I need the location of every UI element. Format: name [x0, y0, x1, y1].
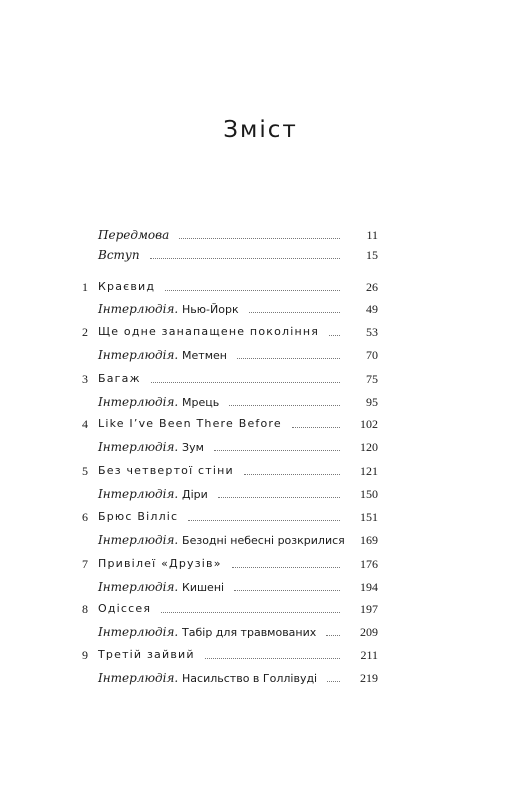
- dot-leader: [205, 658, 340, 659]
- dot-leader: [165, 290, 340, 291]
- page-number: 26: [366, 280, 378, 294]
- dot-leader: [232, 567, 340, 568]
- chapter-number: 4: [82, 417, 88, 431]
- toc-entry[interactable]: [0, 485, 521, 503]
- entry-title: [98, 578, 224, 597]
- page-number: 70: [366, 348, 378, 362]
- interlude-title: Кишені: [182, 581, 225, 594]
- dot-leader: [179, 238, 340, 239]
- entry-title: [98, 531, 345, 550]
- dot-leader: [151, 382, 340, 383]
- interlude-title: Зум: [182, 441, 204, 454]
- page-number: 102: [360, 417, 378, 431]
- interlude-prefix: Інтерлюдія.: [98, 302, 183, 316]
- entry-title: Одіссея: [98, 602, 152, 615]
- page-number: 197: [360, 602, 378, 616]
- page-number: 151: [360, 510, 378, 524]
- chapter-number: 6: [82, 510, 88, 524]
- interlude-prefix: Інтерлюдія.: [98, 625, 183, 639]
- interlude-title: Насильство в Голлівуді: [182, 672, 318, 685]
- page-number: 176: [360, 557, 378, 571]
- dot-leader: [326, 635, 340, 636]
- toc-entry[interactable]: [0, 600, 521, 618]
- entry-title: Ще одне занапащене покоління: [98, 325, 320, 338]
- interlude-title: Мрець: [182, 396, 220, 409]
- entry-title: Брюс Вілліс: [98, 510, 179, 523]
- interlude-title: Метмен: [182, 349, 227, 362]
- entry-title: Передмова: [98, 228, 170, 242]
- toc-entry[interactable]: [0, 346, 521, 364]
- interlude-prefix: Інтерлюдія.: [98, 395, 183, 409]
- page-number: 95: [366, 395, 378, 409]
- page-number: 15: [366, 248, 378, 262]
- interlude-prefix: Інтерлюдія.: [98, 348, 183, 362]
- page-number: 53: [366, 325, 378, 339]
- toc-entry[interactable]: [0, 462, 521, 480]
- chapter-number: 9: [82, 648, 88, 662]
- toc-entry[interactable]: [0, 646, 521, 664]
- interlude-prefix: Інтерлюдія.: [98, 440, 183, 454]
- dot-leader: [161, 612, 340, 613]
- entry-title: [98, 346, 227, 365]
- dot-leader: [229, 405, 340, 406]
- chapter-number: 5: [82, 464, 88, 478]
- chapter-number: 8: [82, 602, 88, 616]
- toc-entry[interactable]: [0, 531, 521, 549]
- entry-title: Like I’ve Been There Before: [98, 417, 282, 430]
- toc-entry[interactable]: [0, 393, 521, 411]
- toc-entry[interactable]: [0, 555, 521, 573]
- dot-leader: [244, 474, 340, 475]
- toc-entry[interactable]: [0, 323, 521, 341]
- interlude-title: Табір для травмованих: [182, 626, 317, 639]
- toc-entry[interactable]: [0, 246, 521, 264]
- entry-title: [98, 438, 204, 457]
- page-title: Зміст: [223, 117, 298, 143]
- entry-title: Без четвертої стіни: [98, 464, 234, 477]
- page-number: 11: [366, 228, 378, 242]
- dot-leader: [249, 312, 340, 313]
- entry-title: Третій зайвий: [98, 648, 195, 661]
- entry-title: Вступ: [98, 248, 140, 262]
- chapter-number: 7: [82, 557, 88, 571]
- page-number: 211: [360, 648, 378, 662]
- dot-leader: [234, 590, 340, 591]
- toc-entry[interactable]: [0, 669, 521, 687]
- dot-leader: [292, 427, 340, 428]
- entry-title: [98, 669, 317, 688]
- dot-leader: [214, 450, 340, 451]
- entry-title: Багаж: [98, 372, 141, 385]
- toc-entry[interactable]: [0, 623, 521, 641]
- page-number: 49: [366, 302, 378, 316]
- interlude-title: Нью-Йорк: [182, 303, 239, 316]
- entry-title: [98, 623, 316, 642]
- dot-leader: [218, 497, 340, 498]
- page-number: 75: [366, 372, 378, 386]
- interlude-prefix: Інтерлюдія.: [98, 487, 183, 501]
- dot-leader: [188, 520, 340, 521]
- page-number: 120: [360, 440, 378, 454]
- page-number: 194: [360, 580, 378, 594]
- dot-leader: [237, 358, 340, 359]
- interlude-title: Діри: [182, 488, 208, 501]
- interlude-prefix: Інтерлюдія.: [98, 533, 183, 547]
- page-number: 219: [360, 671, 378, 685]
- page-number: 121: [360, 464, 378, 478]
- page-number: 169: [360, 533, 378, 547]
- entry-title: [98, 485, 208, 504]
- chapter-number: 2: [82, 325, 88, 339]
- interlude-title: Безодні небесні розкрилися: [182, 534, 345, 547]
- page-number: 150: [360, 487, 378, 501]
- toc-entry[interactable]: [0, 508, 521, 526]
- entry-title: Краєвид: [98, 280, 156, 293]
- interlude-prefix: Інтерлюдія.: [98, 671, 183, 685]
- interlude-prefix: Інтерлюдія.: [98, 580, 183, 594]
- entry-title: [98, 393, 219, 412]
- entry-title: Привілеї «Друзів»: [98, 557, 222, 570]
- dot-leader: [150, 258, 340, 259]
- toc-entry[interactable]: [0, 370, 521, 388]
- page-number: 209: [360, 625, 378, 639]
- chapter-number: 1: [82, 280, 88, 294]
- toc-entry[interactable]: [0, 438, 521, 456]
- dot-leader: [329, 335, 340, 336]
- toc-entry[interactable]: [0, 415, 521, 433]
- toc-entry[interactable]: [0, 226, 521, 244]
- toc-entry[interactable]: [0, 578, 521, 596]
- toc-entry[interactable]: [0, 278, 521, 296]
- dot-leader: [327, 681, 340, 682]
- entry-title: [98, 300, 239, 319]
- chapter-number: 3: [82, 372, 88, 386]
- toc-entry[interactable]: [0, 300, 521, 318]
